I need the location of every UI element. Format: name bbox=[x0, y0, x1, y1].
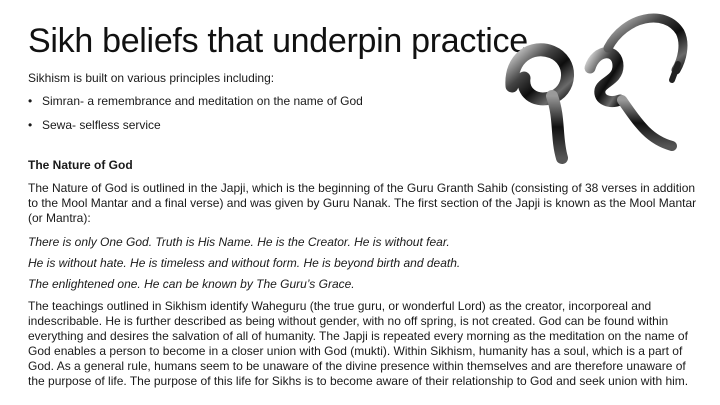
principles-list bbox=[28, 94, 363, 142]
mool-mantar-quote: The enlightened one. He can be known by The Guru’s Grace. bbox=[28, 277, 355, 291]
bullet-icon: • bbox=[28, 94, 33, 108]
ik-onkar-symbol-icon bbox=[490, 8, 690, 168]
list-item-text: Sewa- selfless service bbox=[42, 118, 161, 132]
list-item bbox=[28, 118, 363, 132]
section-heading: The Nature of God bbox=[28, 158, 133, 172]
paragraph: The teachings outlined in Sikhism identify Waheguru (the true guru, or wonderful Lord) as the creator, incorporeal and indescribable. He is further described as being without gender, with no off spring, is not created. God can be found within everything and desires the salvation of all of humanity. The Japji is repeated every morning as the meditation on the name of God enables a person to become in a closer union with God (mukti). Within Sikhism, humanity has a soul, which is a part of God. As a general rule, humans seem to be unaware of the divine presence within themselves and are therefore unaware of the purpose of life. The purpose of this life for Sikhs is to become aware of their relationship to God and seek union with him. bbox=[28, 299, 689, 388]
mool-mantar-quote: He is without hate. He is timeless and without form. He is beyond birth and death. bbox=[28, 256, 461, 270]
list-item bbox=[28, 94, 363, 108]
slide-title: Sikh beliefs that underpin practice bbox=[28, 22, 528, 60]
mool-mantar-quote: There is only One God. Truth is His Name. He is the Creator. He is without fear. bbox=[28, 235, 450, 249]
paragraph: The Nature of God is outlined in the Japji, which is the beginning of the Guru Granth Sahib (consisting of 38 verses in addition to the Mool Mantar and a final verse) and was given by Guru Nanak. The first section of the Japji is known as the Mool Mantar (or Mantra): bbox=[28, 181, 697, 225]
list-item-text: Simran- a remembrance and meditation on the name of God bbox=[42, 94, 363, 108]
intro-text: Sikhism is built on various principles including: bbox=[28, 71, 275, 85]
bullet-icon: • bbox=[28, 118, 33, 132]
